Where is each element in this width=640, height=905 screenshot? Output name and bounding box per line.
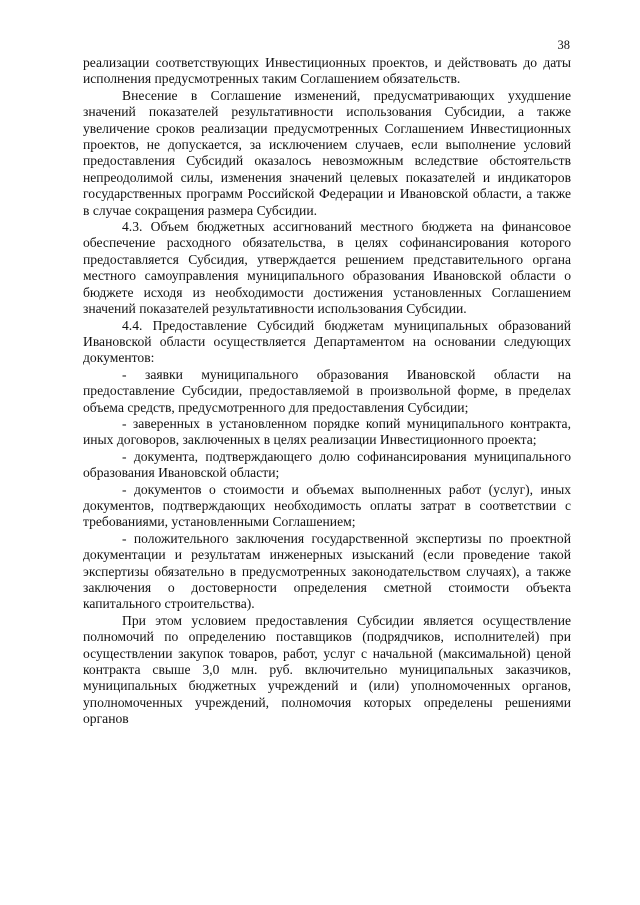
paragraph-4: 4.4. Предоставление Субсидий бюджетам муниципальных образований Ивановской области осуществляется Департаментом на основании следующих документов: [83, 317, 571, 366]
paragraph-1: реализации соответствующих Инвестиционных проектов, и действовать до даты исполнения предусмотренных таким Соглашением обязательств. [83, 55, 571, 87]
paragraph-2: Внесение в Соглашение изменений, предусматривающих ухудшение значений показателей результативности использования Субсидии, а также увеличение сроков реализации предусмотренных Соглашением Инвестиционных проектов, не допускается, за исключением случаев, если выполнение условий предоставления Субсидий оказалось невозможным вследствие обстоятельств непреодолимой силы, изменения значений целевых показателей и индикаторов государственных программ Российской Федерации и Ивановской области, а также в случае сокращения размера Субсидии. [83, 87, 571, 218]
list-item-application: - заявки муниципального образования Ивановской области на предоставление Субсидии, предоставляемой в произвольной форме, в пределах объема средств, предусмотренного для предоставления Субсидии; [83, 366, 571, 415]
document-body [83, 55, 571, 728]
list-item-expertise-conclusion: - положительного заключения государственной экспертизы по проектной документации и результатам инженерных изысканий (если проведение такой экспертизы обязательно в предусмотренных законодательством случаях), а также заключения о достоверности определения сметной стоимости объекта капитального строительства). [83, 530, 571, 612]
list-item-cost-documents: - документов о стоимости и объемах выполненных работ (услуг), иных документов, подтверждающих необходимость оплаты затрат в соответствии с требованиями, установленными Соглашением; [83, 481, 571, 530]
list-item-cofinancing-document: - документа, подтверждающего долю софинансирования муниципального образования Ивановской области; [83, 448, 571, 481]
paragraph-3: 4.3. Объем бюджетных ассигнований местного бюджета на финансовое обеспечение расходного обязательства, в целях софинансирования которого предоставляется Субсидия, утверждается решением представительного органа местного самоуправления муниципального образования Ивановской области о бюджете исходя из необходимости достижения установленных Соглашением значений показателей результативности использования Субсидии. [83, 219, 571, 317]
page-number: 38 [557, 38, 570, 52]
list-item-contract-copies: - заверенных в установленном порядке копий муниципального контракта, иных договоров, заключенных в целях реализации Инвестиционного проекта; [83, 415, 571, 448]
paragraph-condition: При этом условием предоставления Субсидии является осуществление полномочий по определению поставщиков (подрядчиков, исполнителей) при осуществлении закупок товаров, работ, услуг с начальной (максимальной) ценой контракта свыше 3,0 млн. руб. включительно муниципальных заказчиков, муниципальных бюджетных учреждений и (или) уполномоченных органов, уполномоченных учреждений, полномочия которых определены решениями органов [83, 612, 571, 727]
